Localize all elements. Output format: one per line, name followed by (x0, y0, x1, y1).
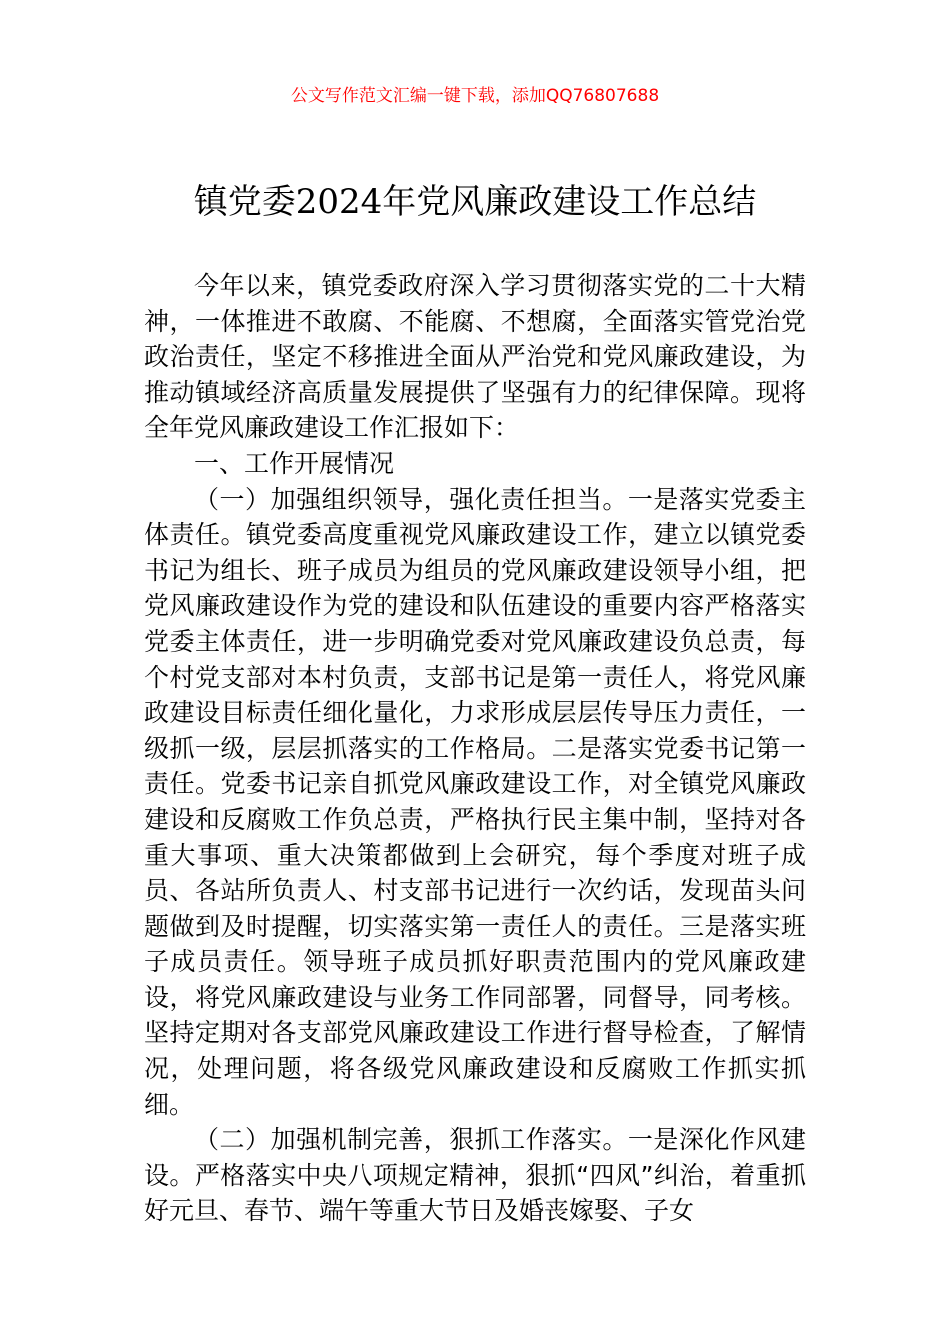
section-heading: 一、工作开展情况 (194, 448, 395, 478)
paragraph-section-1: （一）加强组织领导，强化责任担当。一是落实党委主体责任。镇党委高度重视党风廉政建设工作，建立以镇党委书记为组长、班子成员为组员的党风廉政建设领导小组，把党风廉政建设作为党的建设和队伍建设的重要内容严格落实党委主体责任，进一步明确党委对党风廉政建设负总责，每个村党支部对本村负责，支部书记是第一责任人，将党风廉政建设目标责任细化量化，力求形成层层传导压力责任，一级抓一级，层层抓落实的工作格局。二是落实党委书记第一责任。党委书记亲自抓党风廉政建设工作，对全镇党风廉政建设和反腐败工作负总责，严格执行民主集中制，坚持对各重大事项、重大决策都做到上会研究，每个季度对班子成员、各站所负责人、村支部书记进行一次约话，发现苗头问题做到及时提醒，切实落实第一责任人的责任。三是落实班子成员责任。领导班子成员抓好职责范围内的党风廉政建设，将党风廉政建设与业务工作同部署，同督导，同考核。坚持定期对各支部党风廉政建设工作进行督导检查，了解情况，处理问题，将各级党风廉政建设和反腐败工作抓实抓细。 (144, 484, 806, 1119)
watermark-text: 公文写作范文汇编一键下载，添加QQ76807688 (290, 86, 660, 106)
paragraph-intro: 今年以来，镇党委政府深入学习贯彻落实党的二十大精神，一体推进不敢腐、不能腐、不想腐，全面落实管党治党政治责任，坚定不移推进全面从严治党和党风廉政建设，为推动镇域经济高质量发展提供了坚强有力的纪律保障。现将全年党风廉政建设工作汇报如下： (144, 271, 806, 443)
document-title: 镇党委2024年党风廉政建设工作总结 (193, 182, 757, 222)
paragraph-section-2: （二）加强机制完善，狠抓工作落实。一是深化作风建设。严格落实中央八项规定精神，狠抓“四风”纠治，着重抓好元旦、春节、端午等重大节日及婚丧嫁娶、子女 (144, 1125, 806, 1226)
document-body (144, 268, 806, 1229)
